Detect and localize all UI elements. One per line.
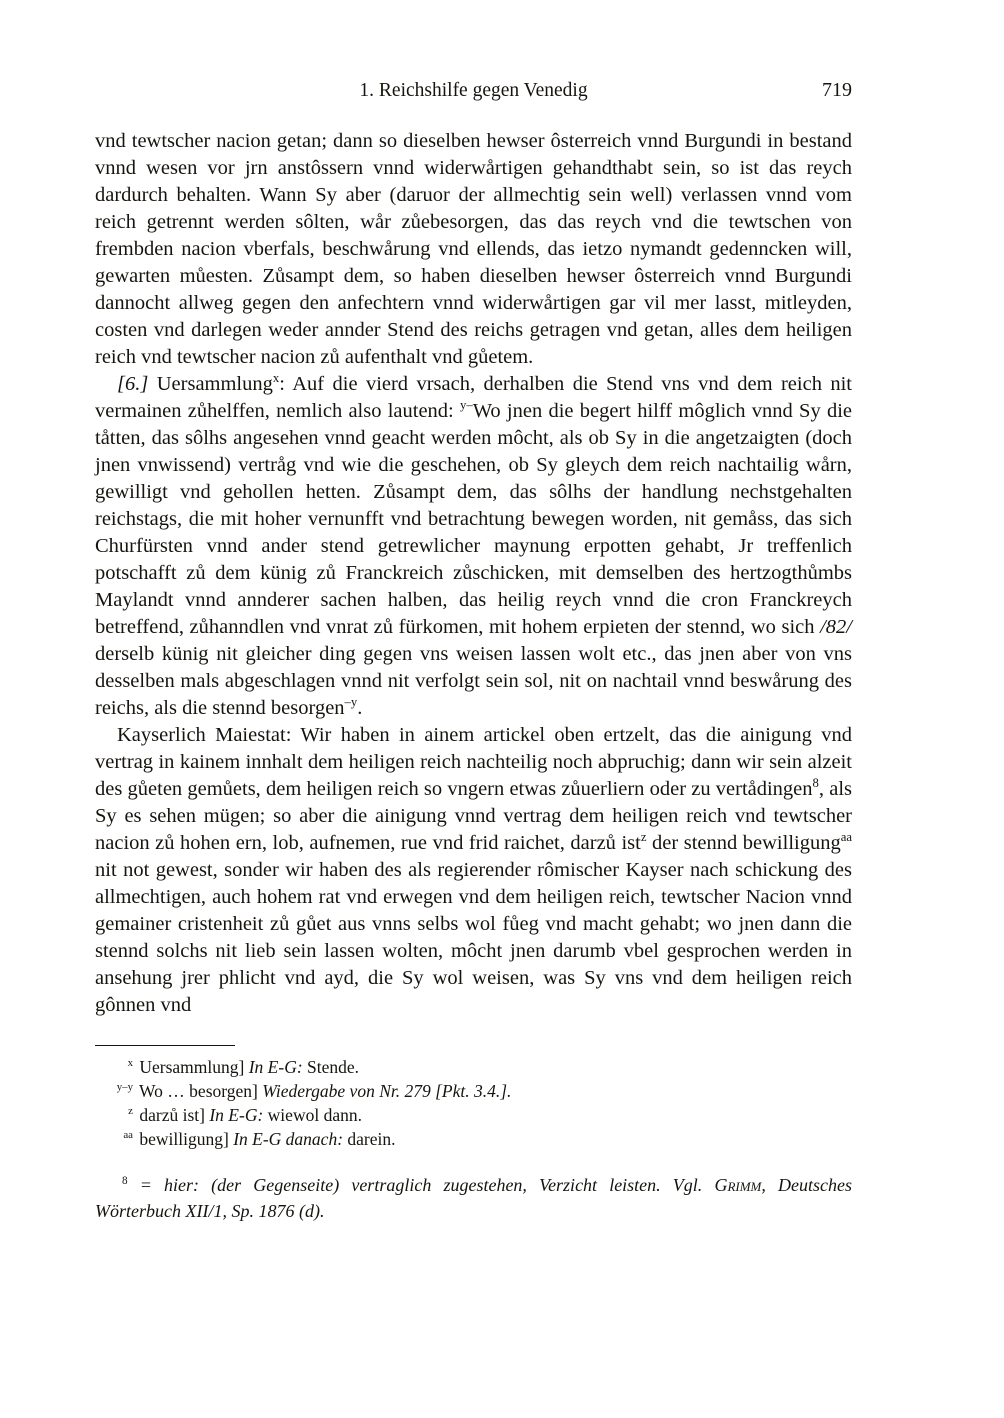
note-reference-mark: –y [344,695,358,710]
text-run: Deutsches Wörterbuch XII/1, Sp. 1876 (d). [95,1175,853,1221]
note-reference-mark: aa [840,830,852,845]
note-reference-mark: y– [460,398,473,413]
text-run: Kayserlich Maiestat: Wir haben in ainem artickel oben ertzelt, das die ainigung vnd vertrag in kainem innhalt dem heiligen reich nachteilig noch abpruchig; dann wir sein alzeit des gůeten gemůets, dem heiligen reich so vngern etwas zůuerliern oder zu vertådingen [95,724,852,800]
text-run: der stennd bewilligung [646,832,841,854]
text-run: derselb künig nit gleicher ding gegen vns weisen lassen wolt etc., das jnen aber von vns desselben mals abgeschlagen vnnd nit verfolgt sein sol, nit on nachtail vnnd beswårung des reichs, als die stennd besorgen [95,643,852,719]
body-paragraph-kayserlich-maiestat [95,722,852,1019]
text-run: darzů ist] [135,1105,210,1125]
apparatus-entry-z: $^z$ darzů ist] In E-G: wiewol dann. [128,1105,362,1125]
body-paragraph-continuation [95,128,852,371]
apparatus-entry-aa: $^{aa}$ bewilligung] In E-G danach: darein. [123,1129,396,1149]
text-run: Grimm [714,1175,762,1195]
footnote-separator-rule [95,1045,235,1046]
critical-apparatus [95,1055,852,1151]
text-run: In E-G: [209,1105,264,1125]
main-text [95,128,852,1019]
note-reference-mark: 8 [122,1175,128,1187]
text-run: vnd tewtscher nacion getan; dann so dieselben hewser ôsterreich vnnd Burgundi in bestand vnnd wesen vor jrn anstôssern vnnd widerwårtigen gehandthabt sein, so ist das reych dardurch behalten. Wann Sy aber (daruor der allmechtig sein well) verlassen vnnd vom reich getrennt werden sôlten, wår zůebesorgen, das das reych vnd die tewtschen von frembden nacion vberfals, beschwårung vnd ellends, das ietzo nymandt gedenncken will, gewarten můesten. Zůsampt dem, so haben dieselben hewser ôsterreich vnnd Burgundi dannocht allweg gegen den anfechtern vnnd widerwårtigen gar vil mer lasst, mitleyden, costen vnd darlegen weder annder Stend des reichs getragen vnd getan, alles dem heiligen reich vnd tewtscher nacion zů aufenthalt vnd gůetem. [95,130,852,368]
body-paragraph-versammlung [95,371,852,722]
running-head-title: 1. Reichshilfe gegen Venedig [359,80,588,101]
text-run: Uersammlung] [135,1057,249,1077]
text-run: Wiedergabe von Nr. 279 [Pkt. 3.4.]. [262,1081,512,1101]
text-run: bewilligung] [135,1129,234,1149]
text-run: [6.] [117,373,157,395]
text-run: , als Sy es sehen mügen; so aber die ainigung vnnd vertrag dem heiligen reich vnd tewtscher nacion zů hohen ern, lob, aufnemen, rue vnd frid raichet, darzů ist [95,778,853,854]
text-run: wiewol dann. [263,1105,362,1125]
apparatus-entry-y: $^{y-y}$ Wo … besorgen] Wiedergabe von Nr. 279 [Pkt. 3.4.]. [116,1081,512,1101]
text-run: Wo … besorgen] [135,1081,263,1101]
text-run: , [761,1175,779,1195]
text-run: In E-G danach: [233,1129,344,1149]
text-run: In E-G: [248,1057,303,1077]
note-reference-mark: x [272,371,280,386]
text-run: Wo jnen die begert hilff môglich vnnd Sy die tåtten, das sôlhs angesehen vnnd geacht werden môcht, als ob Sy in die angetzaigten (doch jnen vnwissend) vertråg vnd wie die geschehen, ob Sy gleych dem reich nachtailig wårn, gewilligt vnd gehollen hetten. Zůsampt dem, das sôlhs der handlung nechstgehalten reichstags, die mit hoher vernunfft vnd betrachtung bewegen worden, nit gemåss, das sich Churfürsten vnnd ander stend getrewlicher maynung erpotten gehabt, Jr treffenlich potschafft zů dem künig zů Franckreich zůschicken, mit demselben des hertzogthůmbs Maylandt vnnd annderer sachen halben, das heilig reych vnnd die cron Franckreych betreffend, zůhanndlen vnd vnrat zů fürkomen, mit hohem erpieten der stennd, wo sich [95,400,852,638]
page-number: 719 [822,79,852,101]
text-run: : Auf die vierd vrsach, derhalben die Stend vns vnd dem reich nit vermainen zůhelffen, nemlich also lautend: [95,373,852,422]
text-run: /82/ [820,616,852,638]
text-run: Stende. [302,1057,360,1077]
footnote-8 [95,1172,852,1224]
text-run: . [357,697,363,719]
note-reference-mark: z [640,830,647,845]
text-run: Uersammlung [156,373,273,395]
running-head [95,80,852,106]
text-run: = hier: (der Gegenseite) vertraglich zugestehen, Verzicht leisten. Vgl. [127,1175,715,1195]
book-page [95,80,852,1224]
text-run: darein. [343,1129,396,1149]
footnotes [95,1172,852,1224]
text-run: nit not gewest, sonder wir haben des als regierender rômischer Kayser nach schickung des allmechtigen, auch hohem rat vnd erwegen vnd dem heiligen reich, tewtscher Nacion vnnd gemainer cristenheit zů gůet aus vnns selbs wol fůeg vnd macht gehabt; wo jnen dann die stennd solchs nit lieb sein lassen wolten, môcht jnen darumb vbel gesprochen werden in ansehung jrer phlicht vnd ayd, die Sy wol weisen, was Sy vns vnd dem heiligen reich gônnen vnd [95,859,852,1016]
apparatus-entry-x: $^x$ Uersammlung] In E-G: Stende. [127,1057,360,1077]
note-reference-mark: 8 [812,776,819,791]
